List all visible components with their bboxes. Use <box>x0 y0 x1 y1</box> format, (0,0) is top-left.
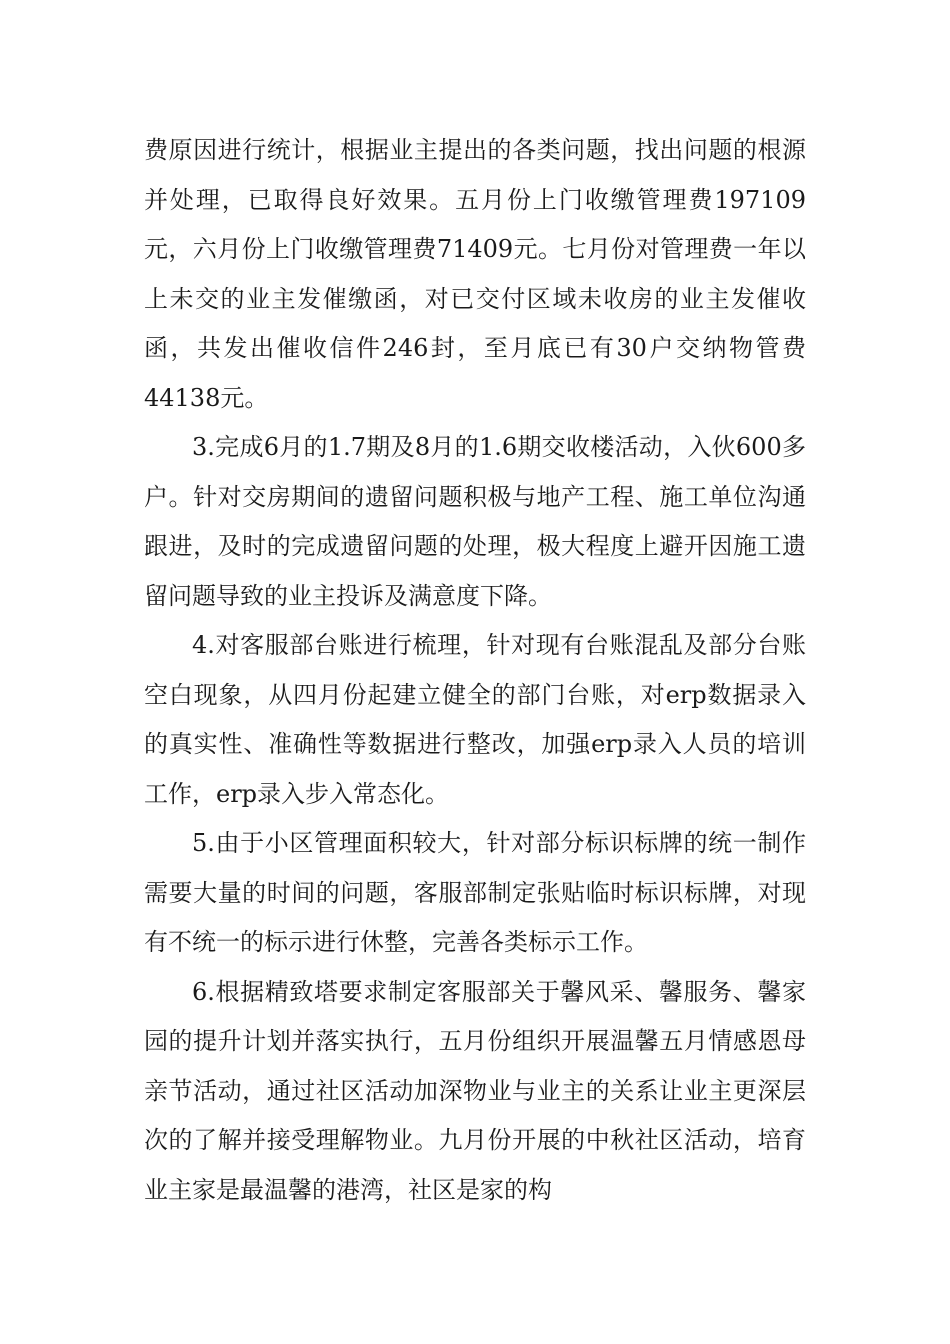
paragraph-item-3: 3.完成6月的1.7期及8月的1.6期交收楼活动，入伙600多户。针对交房期间的遗留问题积极与地产工程、施工单位沟通跟进，及时的完成遗留问题的处理，极大程度上避开因施工遗留问题导致的业主投诉及满意度下降。 <box>144 433 806 610</box>
paragraph-item-4: 4.对客服部台账进行梳理，针对现有台账混乱及部分台账空白现象，从四月份起建立健全的部门台账，对erp数据录入的真实性、准确性等数据进行整改，加强erp录入人员的培训工作，erp录入步入常态化。 <box>144 631 806 808</box>
document-body <box>144 126 806 1215</box>
paragraph-fee-collection: 费原因进行统计，根据业主提出的各类问题，找出问题的根源并处理，已取得良好效果。五月份上门收缴管理费197109元，六月份上门收缴管理费71409元。七月份对管理费一年以上未交的业主发催缴函，对已交付区域未收房的业主发催收函，共发出催收信件246封，至月底已有30户交纳物管费44138元。 <box>144 136 806 412</box>
paragraph-item-6: 6.根据精致塔要求制定客服部关于馨风采、馨服务、馨家园的提升计划并落实执行，五月份组织开展温馨五月情感恩母亲节活动，通过社区活动加深物业与业主的关系让业主更深层次的了解并接受理解物业。九月份开展的中秋社区活动，培育业主家是最温馨的港湾，社区是家的构 <box>144 977 806 1204</box>
paragraph-item-5: 5.由于小区管理面积较大，针对部分标识标牌的统一制作需要大量的时间的问题，客服部制定张贴临时标识标牌，对现有不统一的标示进行休整，完善各类标示工作。 <box>144 829 806 956</box>
